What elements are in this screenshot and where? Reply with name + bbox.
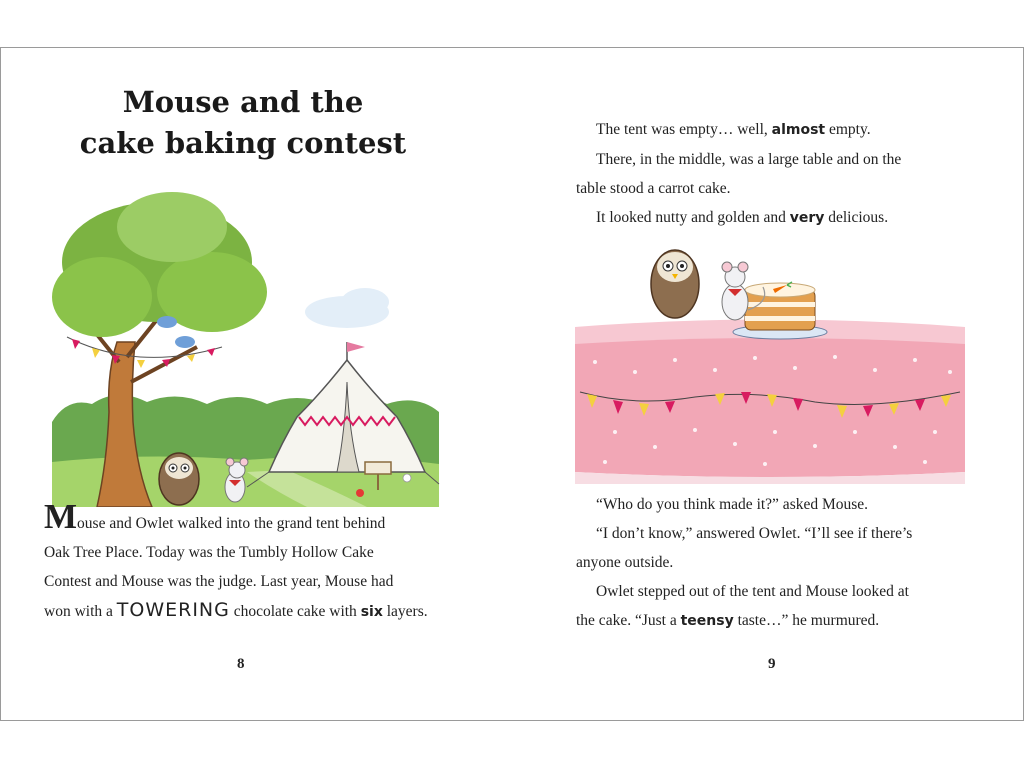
right-page-text-top (576, 115, 1016, 233)
tablecloth (575, 338, 965, 477)
tree-bunting (67, 337, 222, 357)
drop-cap: M (44, 497, 78, 536)
text-line: won with a TOWERING chocolate cake with six layers. (44, 599, 428, 621)
emphasis-six: six (360, 604, 383, 620)
bird (175, 336, 195, 348)
wooden-sign (365, 462, 391, 474)
cake-table-illustration (575, 232, 965, 484)
text-line: There, in the middle, was a large table and on the (596, 151, 902, 168)
page-number: 9 (768, 656, 776, 672)
bird (157, 316, 177, 328)
text-line: It looked nutty and golden and very delicious. (596, 209, 889, 226)
left-page-text (44, 497, 494, 627)
cloud (341, 288, 389, 316)
text-line: Contest and Mouse was the judge. Last year, Mouse had (44, 573, 394, 590)
emphasis-very: very (789, 210, 825, 226)
title-line-2: cake baking contest (79, 126, 407, 160)
text-line: The tent was empty… well, almost empty. (596, 121, 871, 138)
book-spread (0, 47, 1024, 721)
text-line: “Who do you think made it?” asked Mouse. (596, 496, 869, 513)
flower (403, 474, 411, 482)
emphasis-teensy: teensy (680, 613, 734, 629)
text-line: anyone outside. (576, 554, 674, 571)
text-line: the cake. “Just a teensy taste…” he murmured. (576, 612, 880, 629)
right-page (513, 48, 1023, 720)
tent-flag (347, 342, 365, 352)
page-number: 8 (237, 656, 245, 672)
text-line: Owlet stepped out of the tent and Mouse looked at (596, 583, 909, 600)
emphasis-almost: almost (771, 122, 826, 138)
text-line: “I don’t know,” answered Owlet. “I’ll see if there’s (596, 525, 913, 542)
text-line: Mouse and Owlet walked into the grand tent behind (44, 497, 386, 536)
text-line: Oak Tree Place. Today was the Tumbly Hollow Cake (44, 544, 374, 561)
tent-garden-illustration (47, 172, 443, 507)
page-title (41, 82, 445, 164)
flower (356, 489, 364, 497)
emphasis-towering: TOWERING (116, 599, 230, 621)
title-line-1: Mouse and the (122, 85, 364, 119)
left-page (1, 48, 513, 720)
text-line: table stood a carrot cake. (576, 180, 731, 197)
right-page-text-bottom (576, 490, 1016, 636)
